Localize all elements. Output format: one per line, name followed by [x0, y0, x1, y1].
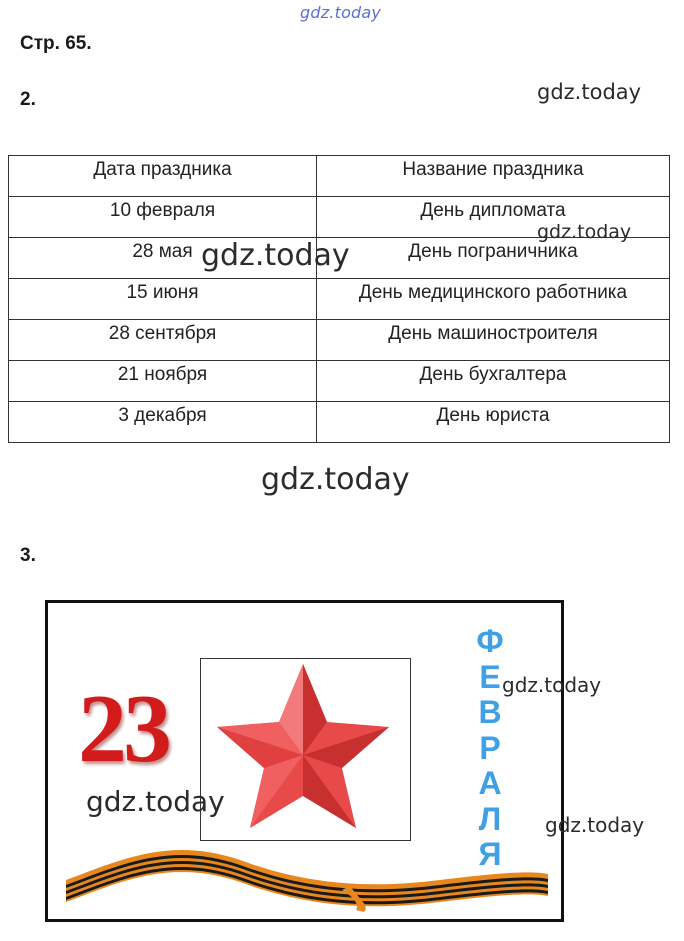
- holiday-name: День машиностроителя: [317, 320, 670, 361]
- header-date: Дата праздника: [9, 156, 317, 197]
- ribbon-icon: [60, 840, 555, 912]
- holiday-date: 28 мая: [9, 238, 317, 279]
- star-frame: [200, 658, 411, 841]
- watermark: gdz.today: [261, 462, 410, 497]
- red-star-icon: [201, 659, 410, 840]
- watermark: gdz.today: [537, 80, 642, 104]
- holiday-date: 3 декабря: [9, 402, 317, 443]
- watermark: gdz.today: [545, 813, 645, 837]
- holidays-table: [8, 155, 670, 443]
- table-row: [9, 279, 670, 320]
- month-letter: А: [478, 765, 502, 801]
- month-letter: Я: [478, 836, 502, 872]
- table-header-row: [9, 156, 670, 197]
- watermark-top: gdz.today: [300, 3, 382, 22]
- holiday-name: День юриста: [317, 402, 670, 443]
- holiday-name: День бухгалтера: [317, 361, 670, 402]
- table-row: [9, 361, 670, 402]
- watermark: gdz.today: [201, 238, 350, 273]
- task-3-number: 3.: [20, 545, 36, 566]
- holiday-date: 28 сентября: [9, 320, 317, 361]
- watermark: gdz.today: [537, 221, 632, 243]
- st-george-ribbon: [60, 840, 555, 917]
- month-letter: В: [478, 694, 502, 730]
- card-day-number: 23: [78, 675, 168, 783]
- holiday-date: 15 июня: [9, 279, 317, 320]
- month-letter: Л: [478, 800, 502, 837]
- holiday-name: День медицинского работника: [317, 279, 670, 320]
- header-name: Название праздника: [317, 156, 670, 197]
- table-row: [9, 402, 670, 443]
- month-letter: Е: [479, 658, 501, 695]
- holiday-date: 21 ноября: [9, 361, 317, 402]
- month-letter: Ф: [476, 623, 504, 659]
- watermark: gdz.today: [86, 785, 225, 818]
- table-row: [9, 320, 670, 361]
- month-letter: Р: [479, 729, 501, 766]
- holiday-date: 10 февраля: [9, 197, 317, 238]
- holiday-name: День пограничника: [317, 238, 670, 279]
- task-2-number: 2.: [20, 89, 36, 110]
- watermark: gdz.today: [502, 673, 602, 697]
- holiday-name: День дипломата: [317, 197, 670, 238]
- card-month-vertical: [470, 624, 510, 873]
- page-label: Стр. 65.: [20, 33, 92, 54]
